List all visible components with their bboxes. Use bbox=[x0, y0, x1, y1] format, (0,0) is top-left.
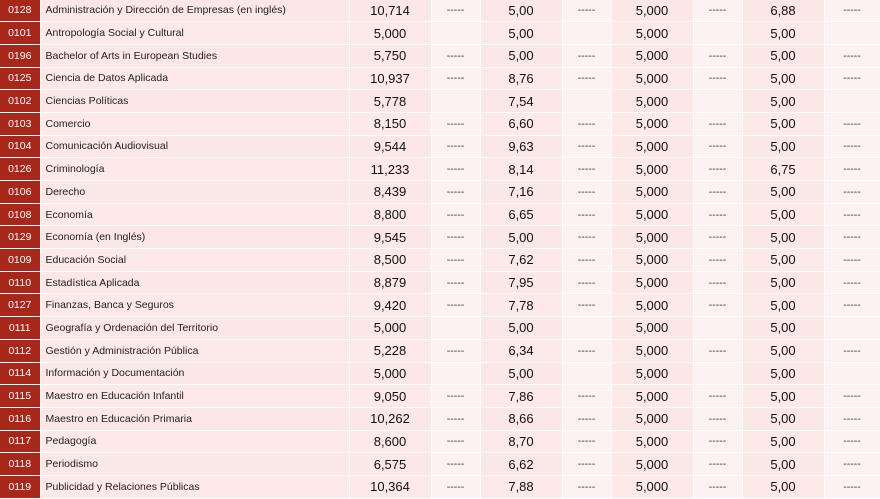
placeholder-value: ----- bbox=[693, 339, 742, 362]
degree-code: 0112 bbox=[0, 339, 40, 362]
placeholder-value: ----- bbox=[431, 271, 480, 294]
table-row bbox=[0, 294, 880, 317]
table-row bbox=[0, 112, 880, 135]
placeholder-value: ----- bbox=[562, 249, 611, 272]
degree-name: Administración y Dirección de Empresas (en inglés) bbox=[40, 0, 349, 22]
placeholder-value: ----- bbox=[431, 67, 480, 90]
placeholder-value: ----- bbox=[824, 181, 880, 204]
placeholder-value bbox=[562, 362, 611, 385]
cutoff-value: 9,420 bbox=[349, 294, 431, 317]
placeholder-value: ----- bbox=[693, 294, 742, 317]
cutoff-value: 5,000 bbox=[611, 135, 693, 158]
placeholder-value: ----- bbox=[824, 135, 880, 158]
degree-code: 0106 bbox=[0, 181, 40, 204]
cutoff-value: 8,439 bbox=[349, 181, 431, 204]
cutoff-value: 5,000 bbox=[611, 339, 693, 362]
placeholder-value bbox=[562, 90, 611, 113]
placeholder-value bbox=[693, 362, 742, 385]
placeholder-value: ----- bbox=[431, 294, 480, 317]
cutoff-value: 8,14 bbox=[480, 158, 562, 181]
cutoff-value: 8,879 bbox=[349, 271, 431, 294]
placeholder-value: ----- bbox=[562, 67, 611, 90]
degree-name: Pedagogía bbox=[40, 430, 349, 453]
placeholder-value: ----- bbox=[562, 294, 611, 317]
cutoff-value: 5,00 bbox=[480, 362, 562, 385]
placeholder-value: ----- bbox=[824, 112, 880, 135]
cutoff-value: 5,00 bbox=[742, 317, 824, 340]
degree-name: Derecho bbox=[40, 181, 349, 204]
cutoff-value: 5,00 bbox=[742, 135, 824, 158]
placeholder-value: ----- bbox=[431, 203, 480, 226]
placeholder-value: ----- bbox=[693, 203, 742, 226]
cutoff-value: 5,000 bbox=[611, 158, 693, 181]
placeholder-value bbox=[562, 22, 611, 45]
cutoff-value: 5,000 bbox=[611, 112, 693, 135]
cutoff-value: 5,000 bbox=[611, 453, 693, 476]
placeholder-value: ----- bbox=[562, 407, 611, 430]
degree-name: Comercio bbox=[40, 112, 349, 135]
cutoff-value: 5,228 bbox=[349, 339, 431, 362]
table-row bbox=[0, 407, 880, 430]
placeholder-value: ----- bbox=[824, 67, 880, 90]
cutoff-value: 6,88 bbox=[742, 0, 824, 22]
degree-code: 0102 bbox=[0, 90, 40, 113]
placeholder-value: ----- bbox=[693, 181, 742, 204]
placeholder-value: ----- bbox=[562, 385, 611, 408]
cutoff-value: 11,233 bbox=[349, 158, 431, 181]
table-row bbox=[0, 362, 880, 385]
table-row bbox=[0, 249, 880, 272]
cutoff-value: 7,54 bbox=[480, 90, 562, 113]
degree-name: Educación Social bbox=[40, 249, 349, 272]
cutoff-value: 5,00 bbox=[742, 407, 824, 430]
degree-name: Gestión y Administración Pública bbox=[40, 339, 349, 362]
cutoff-value: 5,000 bbox=[611, 430, 693, 453]
cutoff-value: 10,262 bbox=[349, 407, 431, 430]
cutoff-value: 8,500 bbox=[349, 249, 431, 272]
placeholder-value: ----- bbox=[824, 407, 880, 430]
placeholder-value: ----- bbox=[562, 475, 611, 498]
cutoff-value: 10,364 bbox=[349, 475, 431, 498]
cutoff-value: 5,00 bbox=[480, 226, 562, 249]
table-row bbox=[0, 430, 880, 453]
placeholder-value: ----- bbox=[562, 0, 611, 22]
cutoff-value: 5,00 bbox=[742, 294, 824, 317]
placeholder-value: ----- bbox=[431, 339, 480, 362]
cutoff-value: 5,000 bbox=[611, 362, 693, 385]
cutoff-value: 6,65 bbox=[480, 203, 562, 226]
cutoff-value: 7,16 bbox=[480, 181, 562, 204]
cutoff-value: 6,75 bbox=[742, 158, 824, 181]
cutoff-value: 5,000 bbox=[611, 203, 693, 226]
placeholder-value: ----- bbox=[562, 271, 611, 294]
cutoff-value: 8,76 bbox=[480, 67, 562, 90]
table-row bbox=[0, 90, 880, 113]
degree-name: Antropología Social y Cultural bbox=[40, 22, 349, 45]
degree-name: Finanzas, Banca y Seguros bbox=[40, 294, 349, 317]
cutoff-value: 6,34 bbox=[480, 339, 562, 362]
table-row bbox=[0, 22, 880, 45]
cutoff-value: 5,00 bbox=[742, 22, 824, 45]
placeholder-value: ----- bbox=[431, 44, 480, 67]
placeholder-value bbox=[431, 22, 480, 45]
cutoff-value: 5,000 bbox=[611, 44, 693, 67]
placeholder-value: ----- bbox=[824, 475, 880, 498]
table-row bbox=[0, 203, 880, 226]
placeholder-value: ----- bbox=[562, 44, 611, 67]
degree-code: 0115 bbox=[0, 385, 40, 408]
placeholder-value: ----- bbox=[562, 181, 611, 204]
table-row bbox=[0, 339, 880, 362]
degree-name: Periodismo bbox=[40, 453, 349, 476]
cutoff-value: 5,00 bbox=[742, 385, 824, 408]
placeholder-value: ----- bbox=[693, 453, 742, 476]
cutoff-value: 5,000 bbox=[349, 22, 431, 45]
cutoff-value: 5,000 bbox=[349, 317, 431, 340]
placeholder-value: ----- bbox=[824, 453, 880, 476]
degree-code: 0111 bbox=[0, 317, 40, 340]
degree-name: Criminología bbox=[40, 158, 349, 181]
cutoff-value: 5,778 bbox=[349, 90, 431, 113]
cutoff-value: 7,86 bbox=[480, 385, 562, 408]
placeholder-value bbox=[824, 22, 880, 45]
cutoff-value: 5,000 bbox=[611, 90, 693, 113]
placeholder-value: ----- bbox=[562, 339, 611, 362]
placeholder-value bbox=[824, 317, 880, 340]
cutoff-value: 5,00 bbox=[480, 22, 562, 45]
placeholder-value: ----- bbox=[824, 203, 880, 226]
degree-code: 0196 bbox=[0, 44, 40, 67]
placeholder-value: ----- bbox=[431, 158, 480, 181]
table-row bbox=[0, 158, 880, 181]
placeholder-value: ----- bbox=[824, 271, 880, 294]
placeholder-value: ----- bbox=[693, 0, 742, 22]
cutoff-value: 5,000 bbox=[611, 271, 693, 294]
degree-code: 0118 bbox=[0, 453, 40, 476]
degree-code: 0114 bbox=[0, 362, 40, 385]
cutoff-value: 8,150 bbox=[349, 112, 431, 135]
degree-code: 0104 bbox=[0, 135, 40, 158]
placeholder-value: ----- bbox=[824, 385, 880, 408]
cutoff-value: 10,937 bbox=[349, 67, 431, 90]
cutoff-value: 5,000 bbox=[611, 317, 693, 340]
placeholder-value: ----- bbox=[824, 249, 880, 272]
cutoff-value: 5,00 bbox=[742, 362, 824, 385]
placeholder-value: ----- bbox=[824, 430, 880, 453]
degree-code: 0116 bbox=[0, 407, 40, 430]
cutoff-value: 6,575 bbox=[349, 453, 431, 476]
cutoff-value: 8,600 bbox=[349, 430, 431, 453]
degree-name: Publicidad y Relaciones Públicas bbox=[40, 475, 349, 498]
cutoff-value: 9,050 bbox=[349, 385, 431, 408]
placeholder-value: ----- bbox=[693, 271, 742, 294]
cutoff-value: 5,00 bbox=[742, 203, 824, 226]
degree-code: 0126 bbox=[0, 158, 40, 181]
degree-name: Maestro en Educación Infantil bbox=[40, 385, 349, 408]
cutoff-value: 5,00 bbox=[742, 430, 824, 453]
cutoff-value: 5,00 bbox=[742, 249, 824, 272]
placeholder-value: ----- bbox=[431, 407, 480, 430]
degree-name: Maestro en Educación Primaria bbox=[40, 407, 349, 430]
placeholder-value: ----- bbox=[693, 430, 742, 453]
placeholder-value: ----- bbox=[824, 0, 880, 22]
placeholder-value: ----- bbox=[431, 385, 480, 408]
degree-name: Ciencias Políticas bbox=[40, 90, 349, 113]
placeholder-value: ----- bbox=[431, 226, 480, 249]
cutoff-value: 5,00 bbox=[742, 90, 824, 113]
degree-code: 0119 bbox=[0, 475, 40, 498]
cutoff-value: 5,00 bbox=[742, 226, 824, 249]
placeholder-value: ----- bbox=[693, 249, 742, 272]
cutoff-value: 5,750 bbox=[349, 44, 431, 67]
degree-code: 0117 bbox=[0, 430, 40, 453]
degree-name: Bachelor of Arts in European Studies bbox=[40, 44, 349, 67]
table-row bbox=[0, 226, 880, 249]
degree-code: 0127 bbox=[0, 294, 40, 317]
cutoff-value: 8,800 bbox=[349, 203, 431, 226]
cutoff-value: 6,62 bbox=[480, 453, 562, 476]
placeholder-value: ----- bbox=[693, 67, 742, 90]
cutoff-value: 5,000 bbox=[611, 385, 693, 408]
cutoff-value: 5,000 bbox=[611, 0, 693, 22]
table-row bbox=[0, 271, 880, 294]
cutoff-value: 5,000 bbox=[611, 22, 693, 45]
degree-name: Comunicación Audiovisual bbox=[40, 135, 349, 158]
cutoff-value: 9,545 bbox=[349, 226, 431, 249]
cutoff-value: 5,00 bbox=[480, 317, 562, 340]
table-row bbox=[0, 44, 880, 67]
degree-code: 0125 bbox=[0, 67, 40, 90]
placeholder-value: ----- bbox=[431, 0, 480, 22]
placeholder-value bbox=[431, 90, 480, 113]
placeholder-value: ----- bbox=[431, 112, 480, 135]
cutoff-value: 5,000 bbox=[611, 294, 693, 317]
degree-code: 0128 bbox=[0, 0, 40, 22]
degree-code: 0109 bbox=[0, 249, 40, 272]
cutoff-value: 9,544 bbox=[349, 135, 431, 158]
cutoff-value: 7,95 bbox=[480, 271, 562, 294]
placeholder-value: ----- bbox=[693, 44, 742, 67]
degree-code: 0101 bbox=[0, 22, 40, 45]
cutoff-value: 5,000 bbox=[611, 475, 693, 498]
cutoff-value: 7,78 bbox=[480, 294, 562, 317]
placeholder-value: ----- bbox=[562, 226, 611, 249]
placeholder-value bbox=[431, 362, 480, 385]
placeholder-value: ----- bbox=[693, 158, 742, 181]
cutoff-value: 5,00 bbox=[742, 271, 824, 294]
table-row bbox=[0, 135, 880, 158]
placeholder-value bbox=[562, 317, 611, 340]
table-row bbox=[0, 385, 880, 408]
placeholder-value: ----- bbox=[824, 226, 880, 249]
placeholder-value: ----- bbox=[693, 226, 742, 249]
placeholder-value: ----- bbox=[431, 249, 480, 272]
placeholder-value: ----- bbox=[693, 112, 742, 135]
placeholder-value: ----- bbox=[431, 181, 480, 204]
degree-name: Geografía y Ordenación del Territorio bbox=[40, 317, 349, 340]
table-row bbox=[0, 317, 880, 340]
cutoff-value: 8,70 bbox=[480, 430, 562, 453]
cutoff-value: 5,00 bbox=[742, 112, 824, 135]
cutoff-value: 5,00 bbox=[480, 0, 562, 22]
cutoff-value: 5,000 bbox=[611, 407, 693, 430]
placeholder-value bbox=[693, 317, 742, 340]
table-row bbox=[0, 67, 880, 90]
cutoff-value: 5,00 bbox=[742, 181, 824, 204]
placeholder-value: ----- bbox=[562, 203, 611, 226]
placeholder-value: ----- bbox=[824, 339, 880, 362]
cutoff-value: 7,62 bbox=[480, 249, 562, 272]
placeholder-value: ----- bbox=[431, 135, 480, 158]
table-row bbox=[0, 181, 880, 204]
placeholder-value: ----- bbox=[431, 453, 480, 476]
degree-code: 0103 bbox=[0, 112, 40, 135]
degree-name: Información y Documentación bbox=[40, 362, 349, 385]
cutoff-value: 5,000 bbox=[349, 362, 431, 385]
degree-name: Ciencia de Datos Aplicada bbox=[40, 67, 349, 90]
cutoff-value: 5,00 bbox=[742, 44, 824, 67]
placeholder-value bbox=[431, 317, 480, 340]
degree-code: 0110 bbox=[0, 271, 40, 294]
cutoff-value: 5,000 bbox=[611, 181, 693, 204]
cutoff-value: 6,60 bbox=[480, 112, 562, 135]
cutoff-value: 8,66 bbox=[480, 407, 562, 430]
cutoff-value: 5,00 bbox=[742, 453, 824, 476]
cutoff-value: 5,00 bbox=[480, 44, 562, 67]
cutoff-value: 7,88 bbox=[480, 475, 562, 498]
placeholder-value: ----- bbox=[693, 135, 742, 158]
table-row bbox=[0, 0, 880, 22]
placeholder-value bbox=[824, 362, 880, 385]
table-row bbox=[0, 453, 880, 476]
degree-name: Economía bbox=[40, 203, 349, 226]
cutoff-value: 9,63 bbox=[480, 135, 562, 158]
cutoff-value: 10,714 bbox=[349, 0, 431, 22]
cutoff-value: 5,000 bbox=[611, 249, 693, 272]
placeholder-value: ----- bbox=[562, 453, 611, 476]
placeholder-value: ----- bbox=[824, 44, 880, 67]
placeholder-value: ----- bbox=[562, 430, 611, 453]
placeholder-value bbox=[824, 90, 880, 113]
degree-name: Economía (en Inglés) bbox=[40, 226, 349, 249]
cutoff-value: 5,000 bbox=[611, 226, 693, 249]
placeholder-value: ----- bbox=[431, 430, 480, 453]
cutoff-value: 5,000 bbox=[611, 67, 693, 90]
placeholder-value: ----- bbox=[693, 475, 742, 498]
placeholder-value: ----- bbox=[431, 475, 480, 498]
cutoff-value: 5,00 bbox=[742, 67, 824, 90]
placeholder-value: ----- bbox=[824, 158, 880, 181]
placeholder-value: ----- bbox=[562, 135, 611, 158]
placeholder-value: ----- bbox=[824, 294, 880, 317]
placeholder-value bbox=[693, 90, 742, 113]
placeholder-value: ----- bbox=[693, 385, 742, 408]
placeholder-value: ----- bbox=[693, 407, 742, 430]
cutoff-value: 5,00 bbox=[742, 339, 824, 362]
placeholder-value: ----- bbox=[562, 158, 611, 181]
degree-name: Estadística Aplicada bbox=[40, 271, 349, 294]
degree-code: 0129 bbox=[0, 226, 40, 249]
cutoff-value: 5,00 bbox=[742, 475, 824, 498]
degree-code: 0108 bbox=[0, 203, 40, 226]
placeholder-value: ----- bbox=[562, 112, 611, 135]
placeholder-value bbox=[693, 22, 742, 45]
